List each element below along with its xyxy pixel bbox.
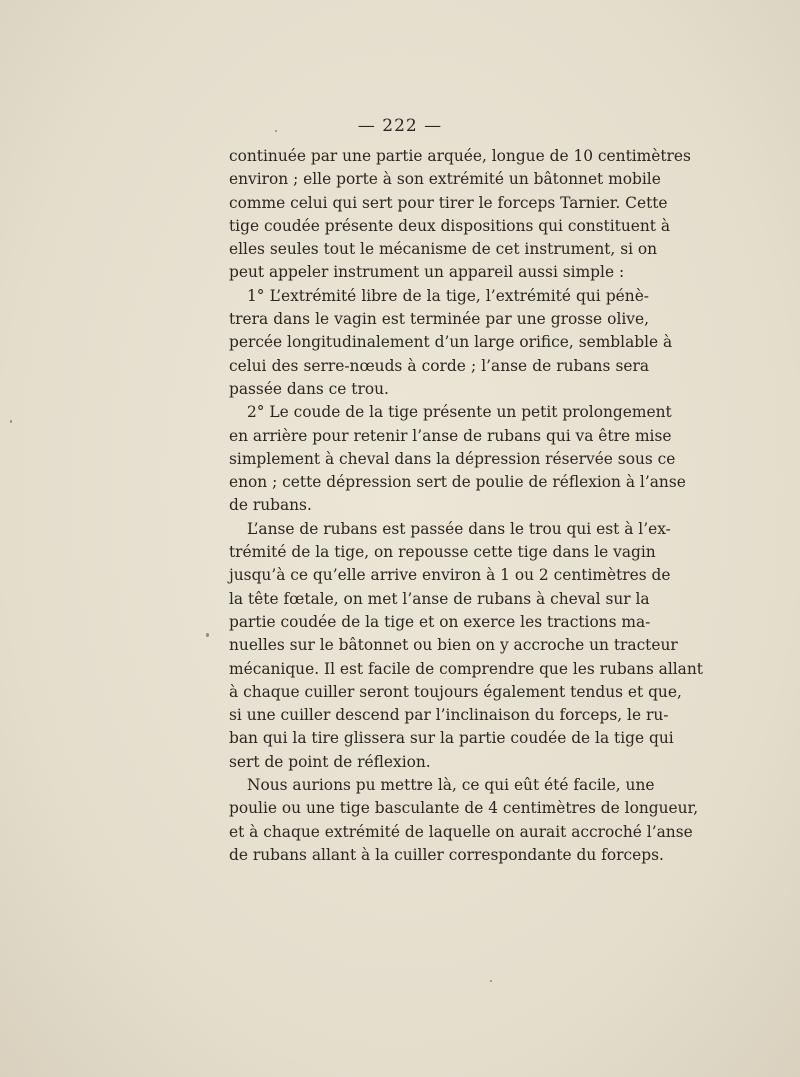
- text-line: passée dans ce trou.: [229, 379, 389, 398]
- text-line: jusqu’à ce qu’elle arrive environ à 1 ou 2 centimètres de: [229, 566, 671, 585]
- text-line: comme celui qui sert pour tirer le forceps Tarnier. Cette: [229, 193, 668, 212]
- text-line: ban qui la tire glissera sur la partie coudée de la tige qui: [229, 729, 674, 748]
- page-number: — 222 —: [357, 116, 443, 136]
- text-line: tige coudée présente deux dispositions qui constituent à: [229, 216, 671, 235]
- text-line: en arrière pour retenir l’anse de rubans qui va être mise: [229, 426, 672, 445]
- text-line: L’anse de rubans est passée dans le trou qui est à l’ex-: [247, 519, 671, 538]
- text-line: trémité de la tige, on repousse cette tige dans le vagin: [229, 543, 656, 562]
- text-line: 1° L’extrémité libre de la tige, l’extrémité qui pénè-: [247, 286, 649, 305]
- body-text: [229, 145, 703, 867]
- paper-speck: [490, 980, 492, 982]
- text-line: poulie ou une tige basculante de 4 centimètres de longueur,: [229, 799, 699, 818]
- text-line: sert de point de réflexion.: [229, 752, 431, 771]
- paper-speck: [275, 130, 277, 132]
- paper-speck: [206, 633, 209, 637]
- text-line: Nous aurions pu mettre là, ce qui eût été facile, une: [247, 776, 655, 795]
- text-line: mécanique. Il est facile de comprendre que les rubans allant: [229, 659, 703, 678]
- text-line: simplement à cheval dans la dépression réservée sous ce: [229, 449, 676, 468]
- text-line: à chaque cuiller seront toujours également tendus et que,: [229, 682, 682, 701]
- text-line: de rubans allant à la cuiller correspondante du forceps.: [229, 845, 664, 864]
- text-line: la tête fœtale, on met l’anse de rubans à cheval sur la: [229, 589, 650, 608]
- text-line: de rubans.: [229, 496, 312, 515]
- text-line: 2° Le coude de la tige présente un petit prolongement: [247, 403, 672, 422]
- paper-speck: [10, 420, 12, 423]
- text-line: nuelles sur le bâtonnet ou bien on y accroche un tracteur: [229, 636, 678, 655]
- text-line: continuée par une partie arquée, longue de 10 centimètres: [229, 147, 691, 165]
- text-line: celui des serre-nœuds à corde ; l’anse de rubans sera: [229, 356, 649, 375]
- text-line: peut appeler instrument un appareil aussi simple :: [229, 263, 625, 282]
- text-line: environ ; elle porte à son extrémité un bâtonnet mobile: [229, 170, 661, 189]
- text-line: enon ; cette dépression sert de poulie de réflexion à l’anse: [229, 473, 686, 492]
- text-line: partie coudée de la tige et on exerce les tractions ma-: [229, 612, 651, 631]
- text-line: trera dans le vagin est terminée par une grosse olive,: [229, 310, 649, 329]
- text-line: si une cuiller descend par l’inclinaison du forceps, le ru-: [229, 706, 669, 725]
- text-line: percée longitudinalement d’un large orifice, semblable à: [229, 333, 673, 352]
- text-line: elles seules tout le mécanisme de cet instrument, si on: [229, 240, 658, 259]
- text-line: et à chaque extrémité de laquelle on aurait accroché l’anse: [229, 822, 693, 841]
